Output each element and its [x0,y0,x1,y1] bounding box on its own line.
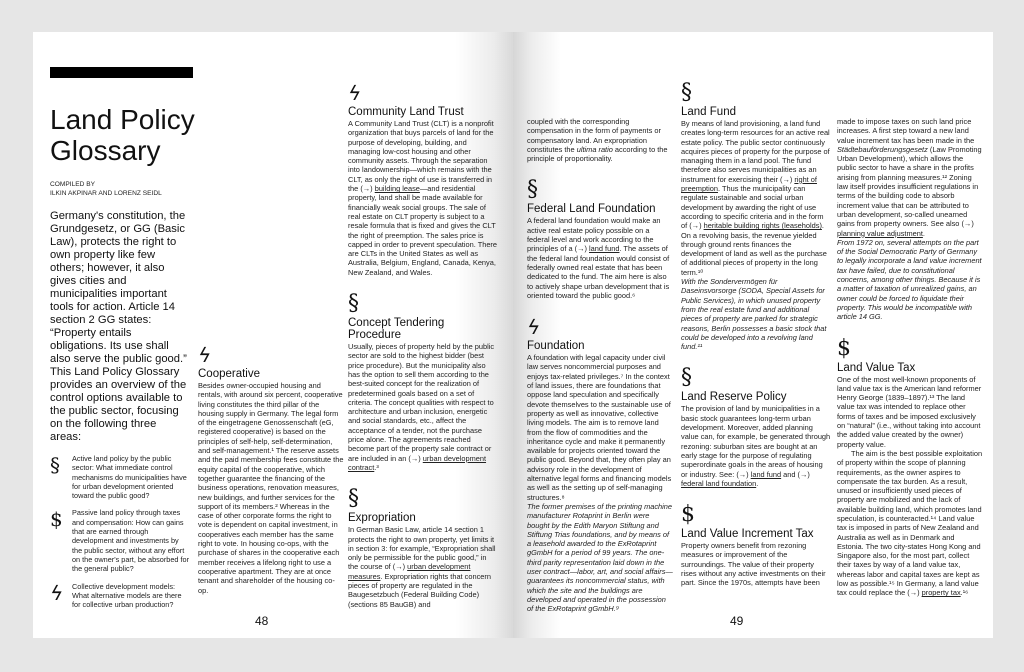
right-page [513,32,993,638]
paragraph-icon: § [681,80,692,105]
entry-text: One of the most well-known proponents of land value tax is the American land reformer Henry George (1839–1897).¹³ The land value tax was intended to replace other forms of taxes and be imposed exclusively on “natural” (i.e., without taking into account the added value created by the owner) property value. [837,374,982,449]
column-3 [345,81,498,625]
page-title [50,104,195,166]
entry-example: From 1972 on, several attempts on the part of the Social Democratic Party of Germany to legally incorporate a land value increment tax have failed, due to constitutional concerns, among other things. Because it is a matter of taxation of unrealized gains, an owner could be forced to liquidate their property. This would be incompatible with article 14 GG. [837,237,982,322]
entry-text: In German Basic Law, article 14 section 1 protects the right to own property, yet limits it in section 3: for example, “Expropriation shall only be permissible for the public good,” in the course of (→) urban development measures. Expropriation rights that concern pieces of property are regulated in the Baugesetzbuch (Federal Building Code) (sections 85 BauGB) and [348,525,496,609]
entry-text: A foundation with legal capacity under civil law serves noncommercial purposes and enjoys tax-related privileges.⁷ In the context of land issues, there are foundations that oppose land speculation and specifically devote themselves to the sustainable use of property as well as innovative, collective living models. The aim is to remove land from the flow of commodities and the inheritance cycle and make it permanently available for projects oriented toward the public good. Beyond that, they often play an advisory role in the development of alternative legal forms and financing models as well as the setting up of self-managing structures.⁸ [527,353,672,502]
entry-expropriation-cont [527,117,674,163]
area-text: Passive land policy through taxes and compensation: How can gains that are earned through development and investments by the public sector, without any effort on the owner's part, be absorbed for the general public? [72,508,189,574]
bolt-icon: ϟ [524,315,543,340]
page-number-left: 48 [255,614,269,628]
entry-title: Cooperative [198,368,261,380]
entry-title: Land Value Increment Tax [681,528,814,541]
paragraph-icon: § [527,177,538,203]
entry-cooperative [195,343,345,595]
entry-community-land-trust [345,81,498,277]
entry-title: Foundation [527,340,585,353]
page-number-right: 49 [730,614,744,628]
entry-text: coupled with the corresponding compensation in the form of payments or compensatory land. An expropriation constitutes the ultima ratio according to the principle of proportionality. [527,117,668,164]
paragraph-icon: § [348,486,359,512]
entry-expropriation [348,488,498,609]
authors: ILKIN AKPINAR AND LORENZ SEIDL [50,189,162,197]
column-5 [681,82,831,604]
title-line-1: Land Policy [50,104,195,135]
link-building-lease[interactable]: building lease [374,184,420,194]
entry-title: Expropriation [348,512,416,525]
area-item [50,508,190,573]
link-land-fund[interactable]: land fund [750,469,782,479]
book-spread [33,32,993,638]
area-text: Collective development models: What alternative models are there for collective urban production? [72,581,182,610]
areas-list [47,453,190,617]
bolt-icon: ϟ [47,580,66,605]
credits [50,181,162,198]
entry-concept-tendering [348,293,498,472]
entry-land-value-increment-tax-cont [837,117,983,322]
entry-text: made to impose taxes on such land price increases. A first step toward a new land value increment tax has been made in the Städtebauförderungsgesetz (Law Promoting Urban Development), which allows the public sector to have a share in the profits arising from planning measures.¹² Zoning law itself provides insufficient regulations in terms of the building code to absorb increment value that can be attributed to urban development, so-called unearned gains from property owners. See also (→) planning value adjustment. [837,117,982,238]
entry-text: Besides owner-occupied housing and rentals, with around six percent, cooperative living constitutes the third pillar of the housing supply in Germany. The legal form of the eingetragene Genossenschaft (eG, registered cooperative) is based on the principles of self-help, self-determination, and self-management.¹ The reserve assets and the paid membership fees constitute the equity capital of the cooperative, which together guarantee the financing of the business operations, renovation measures, new buildings, and further services for the support of its members.² Whereas in the case of other corporate forms the right to vote is dependent on capital investment, in cooperatives each member has the same right to vote. In housing co-ops, with the purchase of shares in the cooperative each member receives a lifelong right to use a cooperative apartment. They are at once tenant and shareholder of the housing co-op. [198,381,344,595]
entry-example: The former premises of the printing machine manufacturer Rotaprint in Berlin were bought by the Edith Maryon Stiftung and Stiftung Trias foundations, and by means of a leasehold awarded to the ExRotaprint gGmbH for a period of 99 years. The one-third parity representation laid down in the user contract—labor, art, and social affairs—guarantees its noncommercial status, with which the site and the buildings are developed and operated in the possession of the ExRotaprint gGmbH.⁹ [527,501,673,614]
dollar-icon: $ [837,335,851,361]
column-4 [524,117,674,629]
link-federal-land-foundation[interactable]: federal land foundation [681,478,757,488]
bolt-icon: ϟ [195,343,214,367]
compiled-by-label: COMPILED BY [50,181,96,188]
entry-text: A Community Land Trust (CLT) is a nonprofit organization that buys parcels of land for the purpose of developing, building, and managing low-cost housing and other community assets. Through the separation into landownership—which remains with the CLT, as only the right of use is transferred in the (→) building lease—and residential property, land shall be made available for financially weak social groups. The sale of real estate on CLT property is subject to a resale formula that is fixed and gives the CLT the right of preemption. The sales price is capped in order to prevent speculation. There are CLTs in the United States as well as Australia, Belgium, England, Canada, Kenya, New Zealand, and Wales. [348,119,498,277]
entry-title: Federal Land Foundation [527,203,656,216]
link-right-of-preemption[interactable]: right of preemption [681,174,817,194]
entry-text: A federal land foundation would make an active real estate policy possible on a federal level and work according to the principles of a (→) land fund. The assets of the federal land foundation would consist of federally owned real estate that has been dedicated to the fund. The aim here is also to actively shape urban development that is oriented toward the public good.⁶ [527,216,670,300]
entry-land-fund [681,82,831,351]
entry-text: Usually, pieces of property held by the public sector are sold to the highest bidder (best price procedure). But the municipality also has the option to sell them according to the best-suited concept for the realization of predetermined goals based on a set of criteria. The concept qualities with respect to architecture and urban inclusion, energetic and social standards, etc., affect the acceptance of a tender, not the purchase price alone. The agreements reached become part of the property sale contract or are included in an (→) urban development contract.³ [348,342,495,472]
entry-land-value-tax [837,335,983,598]
entry-land-reserve-policy [681,367,831,488]
intro-text: Germany's constitution, the Grundgesetz, or GG (Basic Law), protects the right to own property like few others; however, it also gives cities and municipalities important tools for action. Article 14 section 2 GG states: “Property entails obligations. Its use shall also serve the public good.” This Land Policy Glossary provides an overview of the control options available to the public sector, focusing on the following three areas: [50,210,187,443]
area-text: Active land policy by the public sector: What immediate control mechanisms do municipalities have for urban development oriented toward the public good? [72,454,187,501]
title-line-2: Glossary [50,135,161,166]
column-6 [837,117,983,614]
link-land-fund[interactable]: land fund [589,244,620,254]
entry-text: The provision of land by municipalities in a basic stock guarantees long-term urban development. Moreover, added planning value can, for example, be generated through rezoning: suburban sites are bought at an early stage for the purpose of regulating superordinate goals in the areas of housing or industry. See: (→) land fund and (→) federal land foundation. [681,404,831,488]
bolt-icon: ϟ [345,81,364,105]
entry-title: Land Fund [681,106,736,118]
entry-example: With the Sondervermögen für Daseinsvorsorge (SODA, Special Assets for Public Services), in which unused property from the real estate fund and additional pieces of property are parked for strategic reasons, Berlin possesses a basic stock that could be developed into a revolving land fund.¹¹ [681,277,827,352]
entry-title: Land Value Tax [837,361,916,374]
paragraph-icon: § [348,291,359,317]
dollar-icon: $ [50,507,63,532]
entry-title: Concept Tendering Procedure [348,317,445,342]
column-cooperative [195,343,345,611]
link-heritable-building-rights[interactable]: heritable building rights (leaseholds) [703,221,822,231]
area-item [50,454,190,500]
entry-text: By means of land provisioning, a land fund creates long-term resources for an active real estate policy. The public sector continuously acquires pieces of property for the purpose of managing them in a land pool. The fund therefore also serves municipalities as an instrument for exercising their (→) right of preemption. Thus the municipality can regulate sustainable and social urban development by awarding the right of use according to specific criteria and in the form of (→) heritable building rights (leaseholds). On a revolving basis, the revenue yielded through ground rents finances the development of land as well as the purchase of additional pieces of property in the long term.¹⁰ [681,119,830,277]
link-planning-value-adjustment[interactable]: planning value adjustment [837,228,923,238]
title-bar [50,67,193,78]
link-property-tax[interactable]: property tax [921,588,961,598]
dollar-icon: $ [681,502,695,528]
entry-federal-land-foundation [527,179,674,300]
paragraph-icon: § [50,453,60,477]
entry-text: Property owners benefit from rezoning measures or improvement of the surroundings. The value of their property rises without any active investments on their part. Since the 1970s, attempts have been [681,541,826,588]
link-urban-development-measures[interactable]: urban development measures [348,562,471,581]
paragraph-icon: § [681,365,692,391]
link-urban-development-contract[interactable]: urban development contract [348,453,487,472]
entry-land-value-increment-tax [681,504,831,587]
entry-title: Community Land Trust [348,106,464,118]
left-page [33,32,513,638]
entry-text: The aim is the best possible exploitation of property within the scope of planning requirements, as the owner aspires to compensate the tax burden. As a result, unused or insufficiently used pieces of property are mobilized and the lack of available building land, which promotes land speculation, is counteracted.¹⁴ Land value tax is imposed in parts of New Zealand and Australia as well as in Denmark and Estonia. The two city-states Hong Kong and Singapore also, for the most part, collect their taxes by way of a land value tax, whereas labor and capital taxes are kept as low as possible.¹⁵ In Germany, a land value tax could replace the (→) property tax.¹⁶ [837,448,983,598]
entry-title: Land Reserve Policy [681,391,787,404]
area-item [47,580,190,610]
entry-foundation [524,315,674,614]
